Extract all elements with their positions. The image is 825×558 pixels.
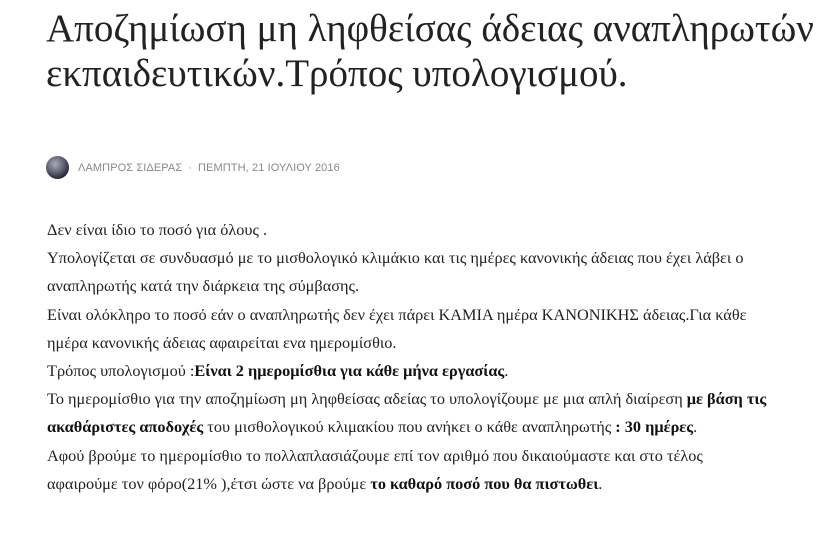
text: . bbox=[693, 417, 698, 437]
text: . bbox=[504, 361, 509, 381]
article-body bbox=[47, 216, 767, 498]
author-name[interactable]: ΛΑΜΠΡΟΣ ΣΙΔΕΡΑΣ bbox=[78, 161, 183, 174]
text: Αφού βρούμε το ημερομίσθιο το πολλαπλασιάζουμε επί τον αριθμό που δικαιούμαστε και στο τέλος αφαιρούμε τον φόρο(21% ),έτσι ώστε να βρούμε bbox=[47, 445, 703, 493]
text: του μισθολογικού κλιμακίου που ανήκει ο κάθε αναπληρωτής bbox=[203, 417, 616, 437]
author-avatar[interactable] bbox=[46, 156, 69, 179]
paragraph bbox=[47, 442, 767, 498]
bold-text: Είναι 2 ημερομίσθια για κάθε μήνα εργασίας bbox=[194, 361, 505, 381]
post-date: ΠΕΜΠΤΗ, 21 ΙΟΥΛΙΟΥ 2016 bbox=[198, 161, 340, 174]
paragraph bbox=[47, 216, 767, 244]
text: . bbox=[598, 473, 603, 493]
text: Το ημερομίσθιο για την αποζημίωση μη ληφθείσας αδείας το υπολογίζουμε με μια απλή διαίρεση bbox=[47, 389, 687, 409]
bold-text: : 30 ημέρες bbox=[615, 417, 694, 437]
bold-text: το καθαρό ποσό που θα πιστωθει bbox=[370, 473, 599, 493]
paragraph bbox=[47, 301, 767, 357]
text: Είναι ολόκληρο το ποσό εάν ο αναπληρωτής δεν έχει πάρει ΚΑΜΙΑ ημέρα ΚΑΝΟΝΙΚΗΣ άδειας.Για κάθε ημέρα κανονικής άδειας αφαιρείται ενα ημερομίσθιο. bbox=[47, 304, 747, 352]
article-meta bbox=[46, 156, 340, 179]
text: Τρόπος υπολογισμού : bbox=[47, 361, 195, 381]
text: Υπολογίζεται σε συνδυασμό με το μισθολογικό κλιμάκιο και τις ημέρες κανονικής άδειας που έχει λάβει ο αναπληρωτής κατά την διάρκεια της σύμβασης. bbox=[47, 248, 744, 296]
article-title: Αποζημίωση μη ληφθείσας άδειας αναπληρωτών εκπαιδευτικών.Τρόπος υπολογισμού. bbox=[46, 7, 814, 95]
paragraph bbox=[47, 357, 767, 385]
paragraph bbox=[47, 244, 767, 300]
meta-separator: · bbox=[188, 161, 193, 174]
paragraph bbox=[47, 385, 767, 441]
text: Δεν είναι ίδιο το ποσό για όλους . bbox=[47, 220, 268, 239]
bold-text: με βάση τις ακαθάριστες αποδοχές bbox=[47, 389, 767, 437]
